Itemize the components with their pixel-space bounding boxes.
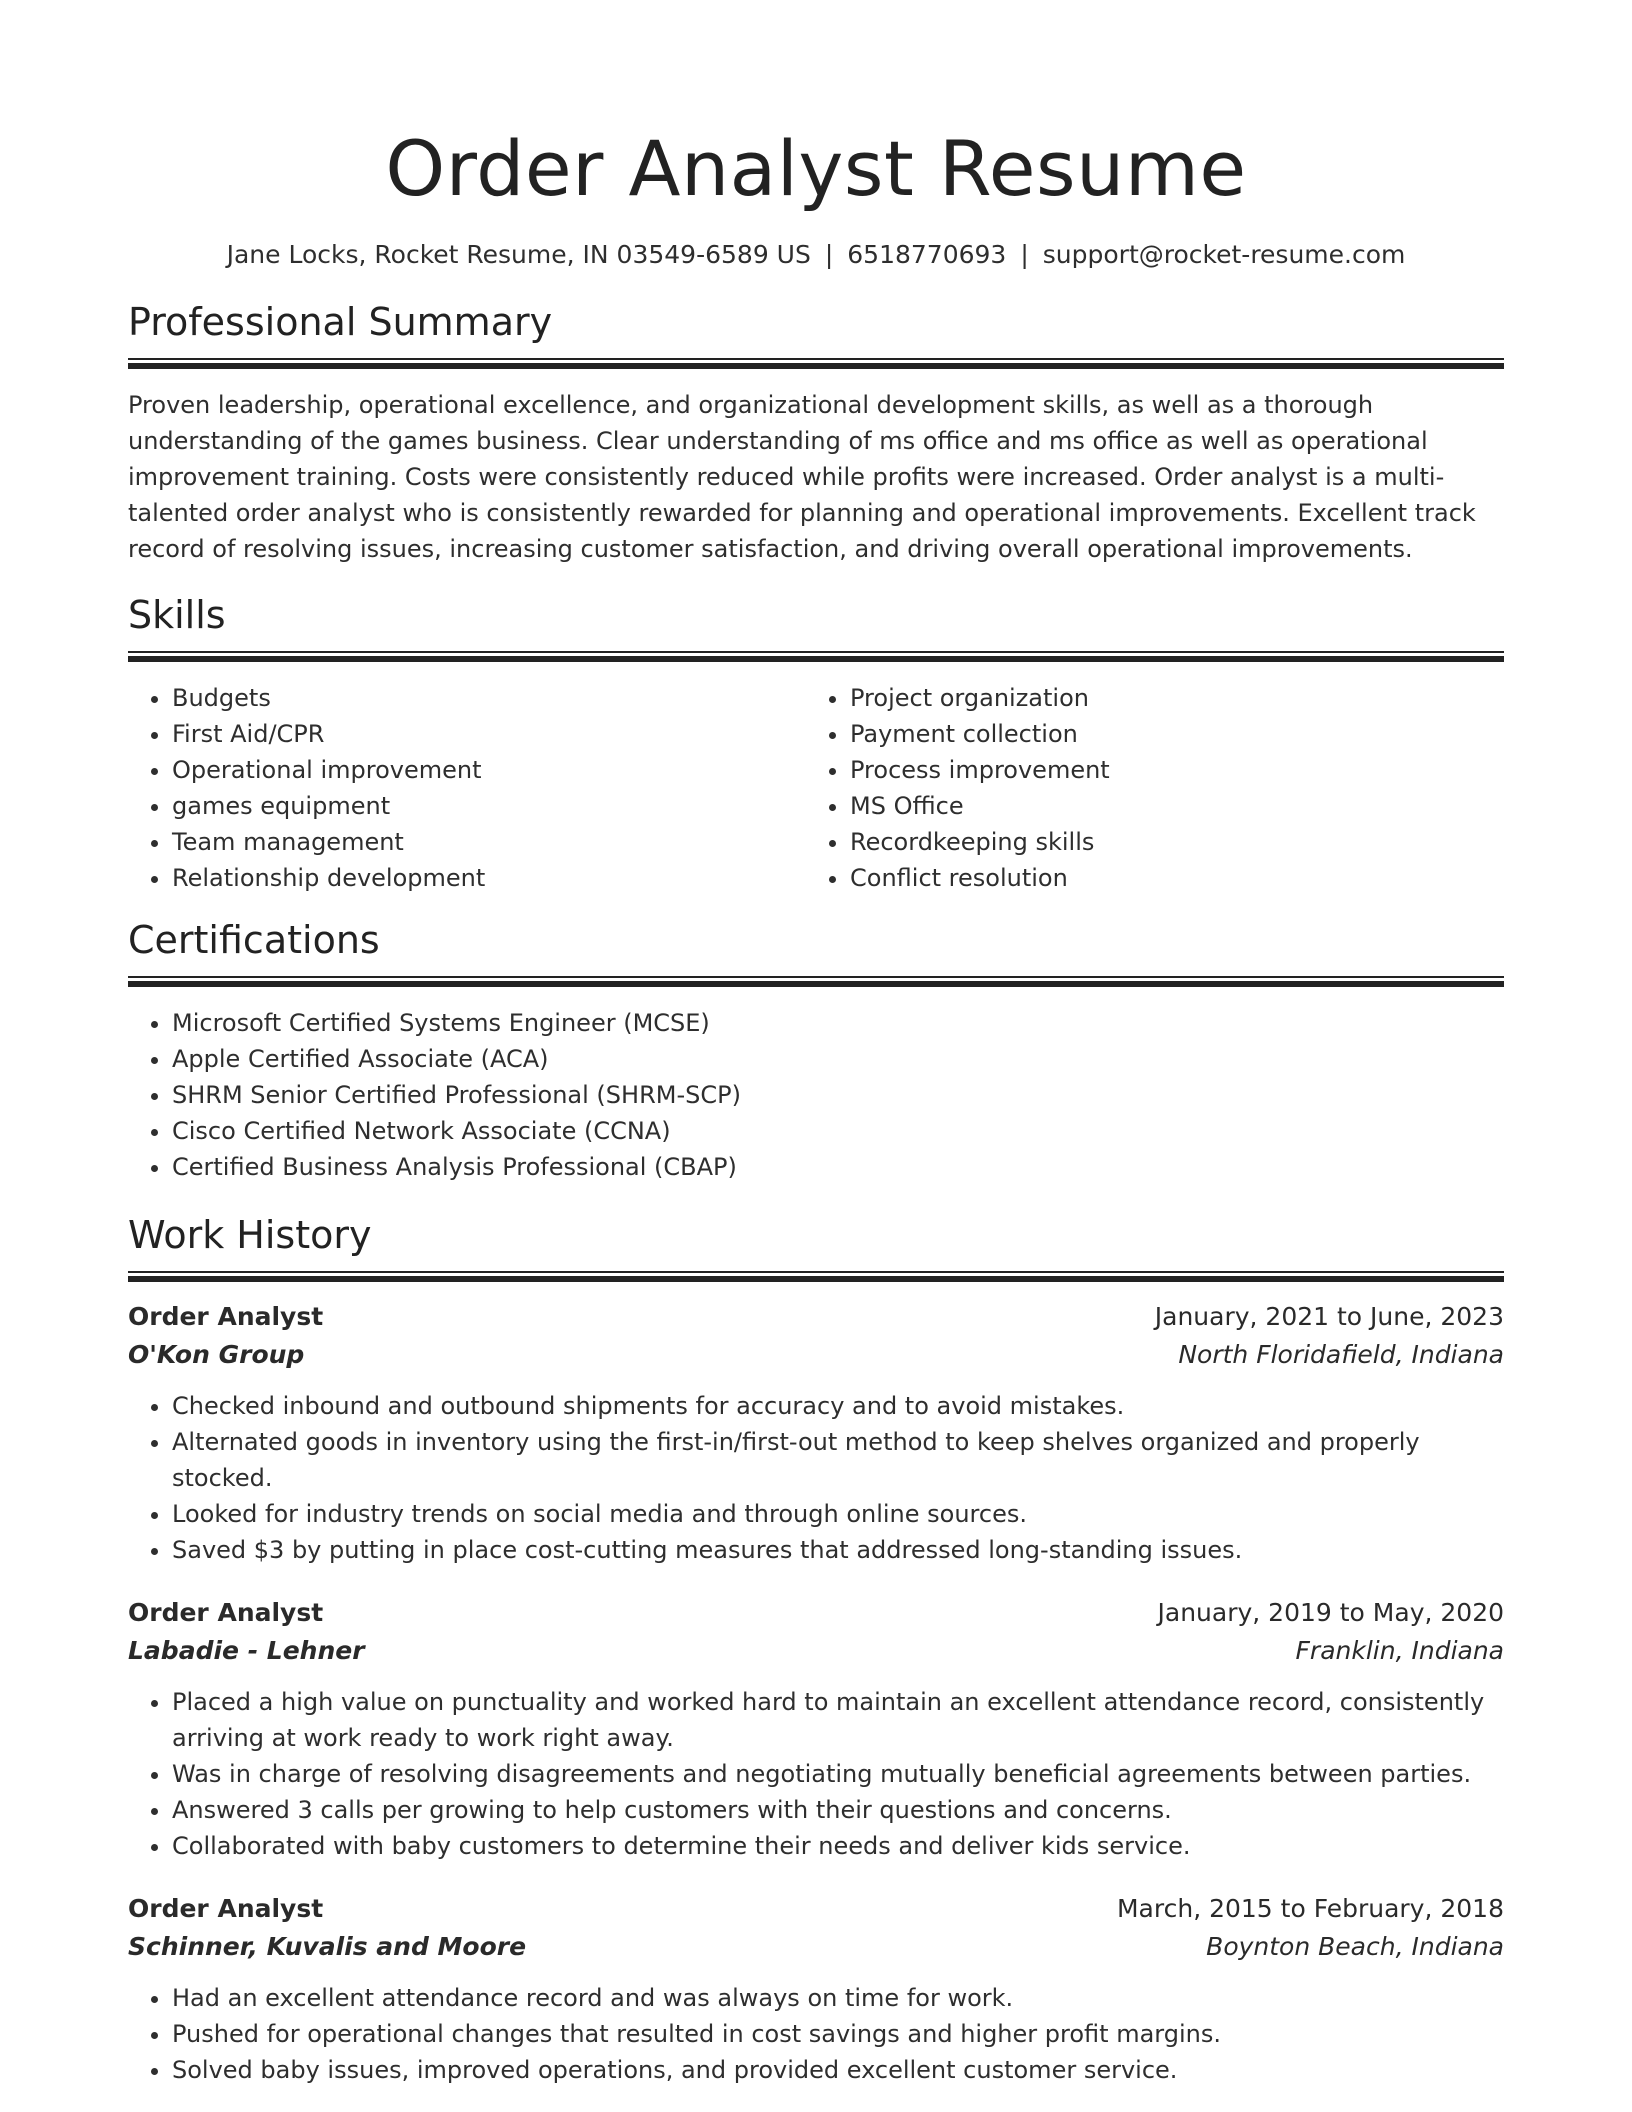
page-title: Order Analyst Resume [385,124,1247,213]
job-dates: January, 2021 to June, 2023 [1154,1302,1504,1331]
job-bullets [128,1980,1504,2088]
work-history-heading: Work History [128,1213,372,1257]
summary-heading: Professional Summary [128,300,553,344]
certification-item: • Cisco Certified Network Associate (CCNA) [172,1113,1504,1149]
contact-email: support@rocket-resume.com [1042,240,1406,269]
contact-phone: 6518770693 [847,240,1007,269]
job-bullet: • Pushed for operational changes that resulted in cost savings and higher profit margins. [172,2016,1504,2052]
skill-item: • Operational improvement [172,752,806,788]
skill-item: • Team management [172,824,806,860]
job-entry [128,1890,1504,2088]
skill-item: • Recordkeeping skills [850,824,1484,860]
job-bullets [128,1684,1504,1864]
certification-item: • SHRM Senior Certified Professional (SHRM-SCP) [172,1077,1504,1113]
skill-item: • MS Office [850,788,1484,824]
job-bullet: • Alternated goods in inventory using the first-in/first-out method to keep shelves organized and properly stocked. [172,1424,1504,1496]
job-company: O'Kon Group [128,1340,305,1369]
job-company: Schinner, Kuvalis and Moore [128,1932,527,1961]
job-dates: January, 2019 to May, 2020 [1157,1598,1504,1627]
certifications-heading: Certifications [128,918,380,962]
job-bullet: • Looked for industry trends on social media and through online sources. [172,1496,1504,1532]
skill-item: • Conflict resolution [850,860,1484,896]
certification-item: • Microsoft Certified Systems Engineer (MCSE) [172,1005,1504,1041]
skill-item: • games equipment [172,788,806,824]
skill-item: • Budgets [172,680,806,716]
section-divider [128,358,1504,363]
job-location: North Floridafield, Indiana [1178,1340,1504,1369]
job-bullet: • Solved baby issues, improved operations, and provided excellent customer service. [172,2052,1504,2088]
job-bullets [128,1388,1504,1568]
job-title: Order Analyst [128,1894,324,1923]
job-dates: March, 2015 to February, 2018 [1116,1894,1504,1923]
summary-text: Proven leadership, operational excellence, and organizational development skills, as well as a thorough understanding of the games business. Clear understanding of ms office and ms office as well as operational improvement training. Costs were consistently reduced while profits were increased. Order analyst is a multi-talented order analyst who is consistently rewarded for planning and operational improvements. Excellent track record of resolving issues, increasing customer satisfaction, and driving overall operational improvements. [128,391,1476,563]
skill-item: • Process improvement [850,752,1484,788]
job-bullet: • Saved $3 by putting in place cost-cutting measures that addressed long-standing issues. [172,1532,1504,1568]
job-bullet: • Was in charge of resolving disagreements and negotiating mutually beneficial agreements between parties. [172,1756,1504,1792]
contact-address: Jane Locks, Rocket Resume, IN 03549-6589 US [226,240,811,269]
skill-item: • Payment collection [850,716,1484,752]
job-location: Franklin, Indiana [1295,1636,1504,1665]
skills-list-right [806,680,1484,896]
certification-item: • Apple Certified Associate (ACA) [172,1041,1504,1077]
job-entry [128,1298,1504,1568]
section-divider [128,651,1504,656]
job-bullet: • Had an excellent attendance record and was always on time for work. [172,1980,1504,2016]
contact-separator: | [1020,240,1029,269]
job-title: Order Analyst [128,1598,324,1627]
certification-item: • Certified Business Analysis Professional (CBAP) [172,1149,1504,1185]
work-history-section [128,1211,1504,2088]
contact-separator: | [824,240,834,269]
job-company: Labadie - Lehner [128,1636,365,1665]
skills-columns [128,680,1504,896]
skill-item: • Relationship development [172,860,806,896]
job-bullet: • Collaborated with baby customers to determine their needs and deliver kids service. [172,1828,1504,1864]
skills-section [128,591,1504,896]
job-location: Boynton Beach, Indiana [1206,1932,1504,1961]
section-divider [128,976,1504,981]
resume-page [128,120,1504,2088]
job-bullet: • Answered 3 calls per growing to help customers with their questions and concerns. [172,1792,1504,1828]
certifications-list [128,1005,1504,1185]
job-entry [128,1594,1504,1864]
skills-list-left [128,680,806,896]
certifications-section [128,916,1504,1185]
contact-line [128,238,1504,272]
section-divider [128,1271,1504,1276]
skills-heading: Skills [128,593,226,637]
skill-item: • Project organization [850,680,1484,716]
job-bullet: • Checked inbound and outbound shipments for accuracy and to avoid mistakes. [172,1388,1504,1424]
skill-item: • First Aid/CPR [172,716,806,752]
job-title: Order Analyst [128,1302,324,1331]
summary-section [128,298,1504,567]
job-bullet: • Placed a high value on punctuality and worked hard to maintain an excellent attendance record, consistently arriving at work ready to work right away. [172,1684,1504,1756]
